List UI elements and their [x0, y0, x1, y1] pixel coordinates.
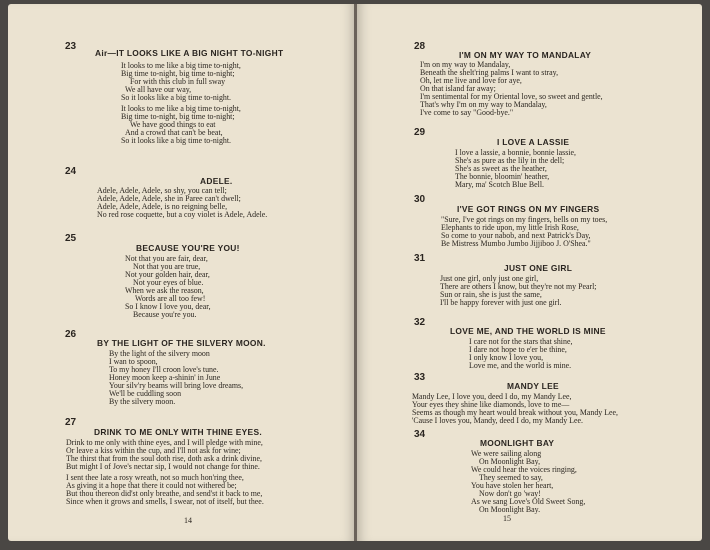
lyric-line: The thirst that from the soul doth rise, doth ask a drink divine, [66, 454, 262, 463]
lyric-line: Be Mistress Mumbo Jumbo Jijjiboo J. O'Shea." [441, 239, 591, 248]
lyric-line: But might I of Jove's nectar sip, I would not change for thine. [66, 462, 260, 471]
right-page [357, 4, 702, 541]
lyric-line: But thou thereon did'st only breathe, and send'st it back to me, [66, 489, 263, 498]
lyric-line: Big time to-night, big time to-night; [121, 69, 235, 78]
lyric-line: I'll be happy forever with just one girl. [440, 298, 562, 307]
lyric-line: Words are all too few! [135, 294, 206, 303]
song-title: JUST ONE GIRL [504, 263, 573, 273]
song-title: BECAUSE YOU'RE YOU! [136, 243, 240, 253]
lyric-line: I'm on my way to Mandalay, [420, 60, 511, 69]
song-number: 34 [414, 429, 426, 440]
lyric-line: Drink to me only with thine eyes, and I will pledge with mine, [66, 438, 263, 447]
lyric-line: So come to your nabob, and next Patrick's Day, [441, 231, 591, 240]
song-title: MANDY LEE [507, 381, 559, 391]
song-number: 33 [414, 372, 426, 383]
song-number: 32 [414, 317, 426, 328]
lyric-line: So I know I love you, dear, [125, 302, 211, 311]
lyric-line: 'Cause I loves you, Mandy, deed I do, my Mandy Lee. [412, 416, 583, 425]
lyric-line: On Moonlight Bay, [479, 457, 541, 466]
lyric-line: They seemed to say, [479, 473, 543, 482]
song-number: 24 [65, 166, 77, 177]
lyric-line: It looks to me like a big time to-night, [121, 104, 241, 113]
lyric-line: To my honey I'll croon love's tune. [109, 365, 219, 374]
lyric-line: Since when it grows and smells, I swear, not of itself, but thee. [66, 497, 264, 506]
song-title: DRINK TO ME ONLY WITH THINE EYES. [94, 427, 262, 437]
lyric-line: I sent thee late a rosy wreath, not so much hon'ring thee, [66, 473, 244, 482]
lyric-line: The bonnie, bloomin' heather, [455, 172, 550, 181]
lyric-line: Sun or rain, she is just the same, [440, 290, 542, 299]
lyric-line: Now don't go 'way! [479, 489, 541, 498]
lyric-line: Your silv'ry beams will bring love dreams, [109, 381, 244, 390]
song-number: 25 [65, 233, 77, 244]
lyric-line: On Moonlight Bay. [479, 505, 541, 514]
lyric-line: No red rose coquette, but a coy violet is Adele, Adele. [97, 210, 268, 219]
lyric-line: I'm sentimental for my Oriental love, so sweet and gentle, [420, 92, 603, 101]
lyric-line: I've come to say "Good-bye." [420, 108, 514, 117]
song-title: I'M ON MY WAY TO MANDALAY [459, 50, 592, 60]
lyric-line: Beneath the shelt'ring palms I want to stray, [420, 68, 559, 77]
song-number: 26 [65, 329, 77, 340]
lyric-line: And a crowd that can't be beat, [125, 128, 223, 137]
lyric-line: Adele, Adele, Adele, she in Paree can't dwell; [97, 194, 241, 203]
left-page [8, 4, 355, 541]
lyric-line: Elephants to ride upon, my little Irish Rose, [441, 223, 579, 232]
lyric-line: Seems as though my heart would break without you, Mandy Lee, [412, 408, 618, 417]
lyric-line: It looks to me like a big time to-night, [121, 61, 241, 70]
lyric-line: We all have our way, [125, 85, 192, 94]
lyric-line: We'll be cuddling soon [109, 389, 182, 398]
lyric-line: Your eyes they shine like diamonds, love to me— [412, 400, 570, 409]
song-number: 31 [414, 253, 426, 264]
lyric-line: I care not for the stars that shine, [469, 337, 573, 346]
song-title: I'VE GOT RINGS ON MY FINGERS [457, 204, 600, 214]
lyric-line: She's as sweet as the heather, [455, 164, 547, 173]
song-title: ADELE. [200, 176, 233, 186]
lyric-line: I wan to spoon, [109, 357, 158, 366]
lyric-line: Because you're you. [133, 310, 197, 319]
song-title: BY THE LIGHT OF THE SILVERY MOON. [97, 338, 266, 348]
lyric-line: You have stolen her heart, [471, 481, 554, 490]
page-number: 14 [184, 516, 192, 525]
lyric-line: As we sang Love's Old Sweet Song, [471, 497, 586, 506]
song-number: 29 [414, 127, 426, 138]
song-title: I LOVE A LASSIE [497, 137, 570, 147]
lyric-line: We could hear the voices ringing, [471, 465, 577, 474]
lyric-line: Mary, ma' Scotch Blue Bell. [455, 180, 545, 189]
song-title: LOVE ME, AND THE WORLD IS MINE [450, 326, 606, 336]
lyric-line: For with this club in full sway [130, 77, 226, 86]
lyric-line: As giving it a hope that there it could not withered be; [66, 481, 237, 490]
lyric-line: She's as pure as the lily in the dell; [455, 156, 565, 165]
lyric-line: I love a lassie, a bonnie, bonnie lassie, [455, 148, 576, 157]
lyric-line: Love me, and the world is mine. [469, 361, 572, 370]
lyric-line: By the light of the silvery moon [109, 349, 210, 358]
song-number: 28 [414, 41, 426, 52]
lyric-line: We were sailing along [471, 449, 542, 458]
lyric-line: Honey moon keep a-shinin' in June [109, 373, 221, 382]
lyric-line: On that island far away; [420, 84, 496, 93]
song-number: 27 [65, 417, 77, 428]
lyric-line: Not that you are fair, dear, [125, 254, 208, 263]
lyric-line: Mandy Lee, I love you, deed I do, my Mandy Lee, [412, 392, 572, 401]
lyric-line: Or leave a kiss within the cup, and I'll not ask for wine; [66, 446, 241, 455]
lyric-line: Just one girl, only just one girl, [440, 274, 539, 283]
lyric-line: So it looks like a big time to-night. [121, 93, 232, 102]
song-title: Air—IT LOOKS LIKE A BIG NIGHT TO-NIGHT [95, 48, 284, 58]
song-number: 23 [65, 41, 77, 52]
lyric-line: Not that you are true, [133, 262, 201, 271]
lyric-line: By the silvery moon. [109, 397, 176, 406]
song-title: MOONLIGHT BAY [480, 438, 555, 448]
lyric-line: That's why I'm on my way to Mandalay, [420, 100, 547, 109]
lyric-line: There are others I know, but they're not my Pearl; [440, 282, 597, 291]
lyric-line: We have good things to eat [130, 120, 216, 129]
lyric-line: Adele, Adele, Adele, so shy, you can tell; [97, 186, 227, 195]
song-number: 30 [414, 194, 426, 205]
lyric-line: Not your eyes of blue. [133, 278, 204, 287]
lyric-line: "Sure, I've got rings on my fingers, bells on my toes, [441, 215, 608, 224]
lyric-line: Adele, Adele, Adele, is no reigning belle, [97, 202, 228, 211]
lyric-line: I dare not hope to e'er be thine, [469, 345, 567, 354]
lyric-line: Not your golden hair, dear, [125, 270, 210, 279]
lyric-line: Oh, let me live and love for aye, [420, 76, 522, 85]
lyric-line: So it looks like a big time to-night. [121, 136, 232, 145]
lyric-line: Big time to-night, big time to-night; [121, 112, 235, 121]
lyric-line: When we ask the reason, [125, 286, 204, 295]
page-number: 15 [503, 514, 511, 523]
lyric-line: I only know I love you, [469, 353, 544, 362]
